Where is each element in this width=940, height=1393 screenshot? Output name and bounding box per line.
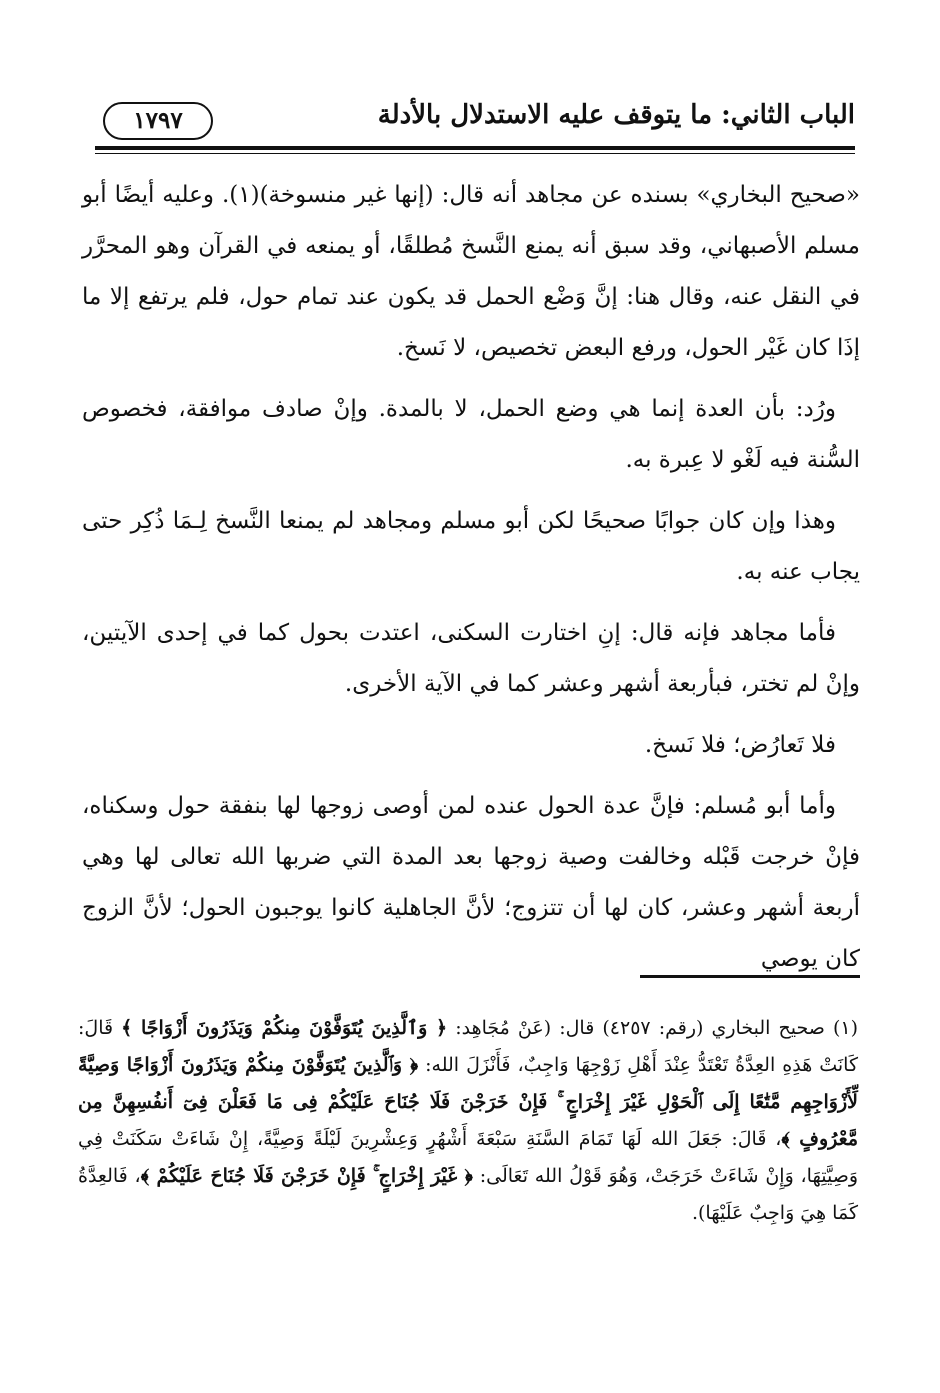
paragraph: «صحيح البخاري» بسنده عن مجاهد أنه قال: (إنها غير منسوخة)(١). وعليه أيضًا أبو مسلم الأصبهاني، وقد سبق أنه يمنع النَّسخ مُطلقًا، أو يمنعه في القرآن وهو المحرَّر في النقل عنه، وقال هنا: إنَّ وَضْع الحمل قد يكون عند تمام حول، فلم يرتفع إلا ما إذَا كان غَيْر الحول، ورفع البعض تخصيص، لا نَسخ. <box>82 182 860 361</box>
footnote-segment: قَالَ: كَانَتْ هَذِهِ العِدَّةُ تَعْتَدُّ عِنْدَ أَهْلِ زَوْجِهَا وَاجِبٌ، فَأَنْزَلَ الله: <box>78 1017 858 1076</box>
paragraph: ورُد: بأن العدة إنما هي وضع الحمل، لا بالمدة. وإنْ صادف موافقة، فخصوص السُّنة فيه لَغْو لا عِبرة به. <box>82 396 860 473</box>
quran-quote: ﴿ غَيْرَ إِخْرَاجٍ ۚ فَإِنْ خَرَجْنَ فَلَا جُنَاحَ عَلَيْكُمْ ﴾ <box>140 1165 473 1187</box>
paragraph: وهذا وإن كان جوابًا صحيحًا لكن أبو مسلم ومجاهد لم يمنعا النَّسخ لِـمَا ذُكِر حتى يجاب عنه به. <box>82 508 860 585</box>
footnote-segment: (١) صحيح البخاري (رقم: ٤٢٥٧) قال: (عَنْ مُجَاهِد: <box>447 1017 858 1039</box>
quran-quote: ﴿ وَٱلَّذِينَ يُتَوَفَّوْنَ مِنكُمْ وَيَذَرُونَ أَزْوَاجًا وَصِيَّةً لِّأَزْوَاجِهِم مَّتَٰعًا إِلَى ٱلْحَوْلِ غَيْرَ إِخْرَاجٍ ۚ فَإِنْ خَرَجْنَ فَلَا جُنَاحَ عَلَيْكُمْ فِى مَا فَعَلْنَ فِىٓ أَنفُسِهِنَّ مِن مَّعْرُوفٍ ﴾ <box>78 1054 858 1150</box>
page-number: ١٧٩٧ <box>103 102 213 140</box>
footnote <box>78 1010 858 1232</box>
footnote-segment: ، فَالعِدَّةُ كَمَا هِيَ وَاجِبٌ عَلَيْهَا). <box>78 1165 858 1224</box>
header-rule <box>95 146 855 150</box>
footnote-separator <box>640 975 860 978</box>
quran-quote: ﴿ وَٱلَّذِينَ يُتَوَفَّوْنَ مِنكُمْ وَيَذَرُونَ أَزْوَاجًا ﴾ <box>121 1017 448 1039</box>
footnote-segment: ، قَالَ: جَعَلَ الله لَهَا تَمَامَ السَّنَةِ سَبْعَةَ أَشْهُرٍ وَعِشْرِينَ لَيْلَةً وَصِيَّةً، إِنْ شَاءَتْ سَكَنَتْ فِي وَصِيَّتِهَا، وَإِنْ شَاءَتْ خَرَجَتْ، وَهُوَ قَوْلُ الله تَعَالَى: <box>78 1128 858 1187</box>
page-header <box>95 100 855 150</box>
main-text <box>82 170 860 995</box>
paragraph: فأما مجاهد فإنه قال: إنِ اختارت السكنى، اعتدت بحول كما في إحدى الآيتين، وإنْ لم تختر، فبأربعة أشهر وعشر كما في الآية الأخرى. <box>82 620 860 697</box>
footnote-text <box>78 1010 858 1232</box>
paragraph: فلا تَعارُض؛ فلا نَسخ. <box>644 732 836 758</box>
paragraph: وأما أبو مُسلم: فإنَّ عدة الحول عنده لمن أوصى زوجها لها بنفقة حول وسكناه، فإنْ خرجت قَبْله وخالفت وصية زوجها بعد المدة التي ضربها الله تعالى لها وهي أربعة أشهر وعشر، كان لها أن تتزوج؛ لأنَّ الجاهلية كانوا يوجبون الحول؛ لأنَّ الزوج كان يوصي <box>82 793 860 972</box>
header-rule-thin <box>95 153 855 154</box>
running-title: الباب الثاني: ما يتوقف عليه الاستدلال بالأدلة <box>377 100 855 130</box>
